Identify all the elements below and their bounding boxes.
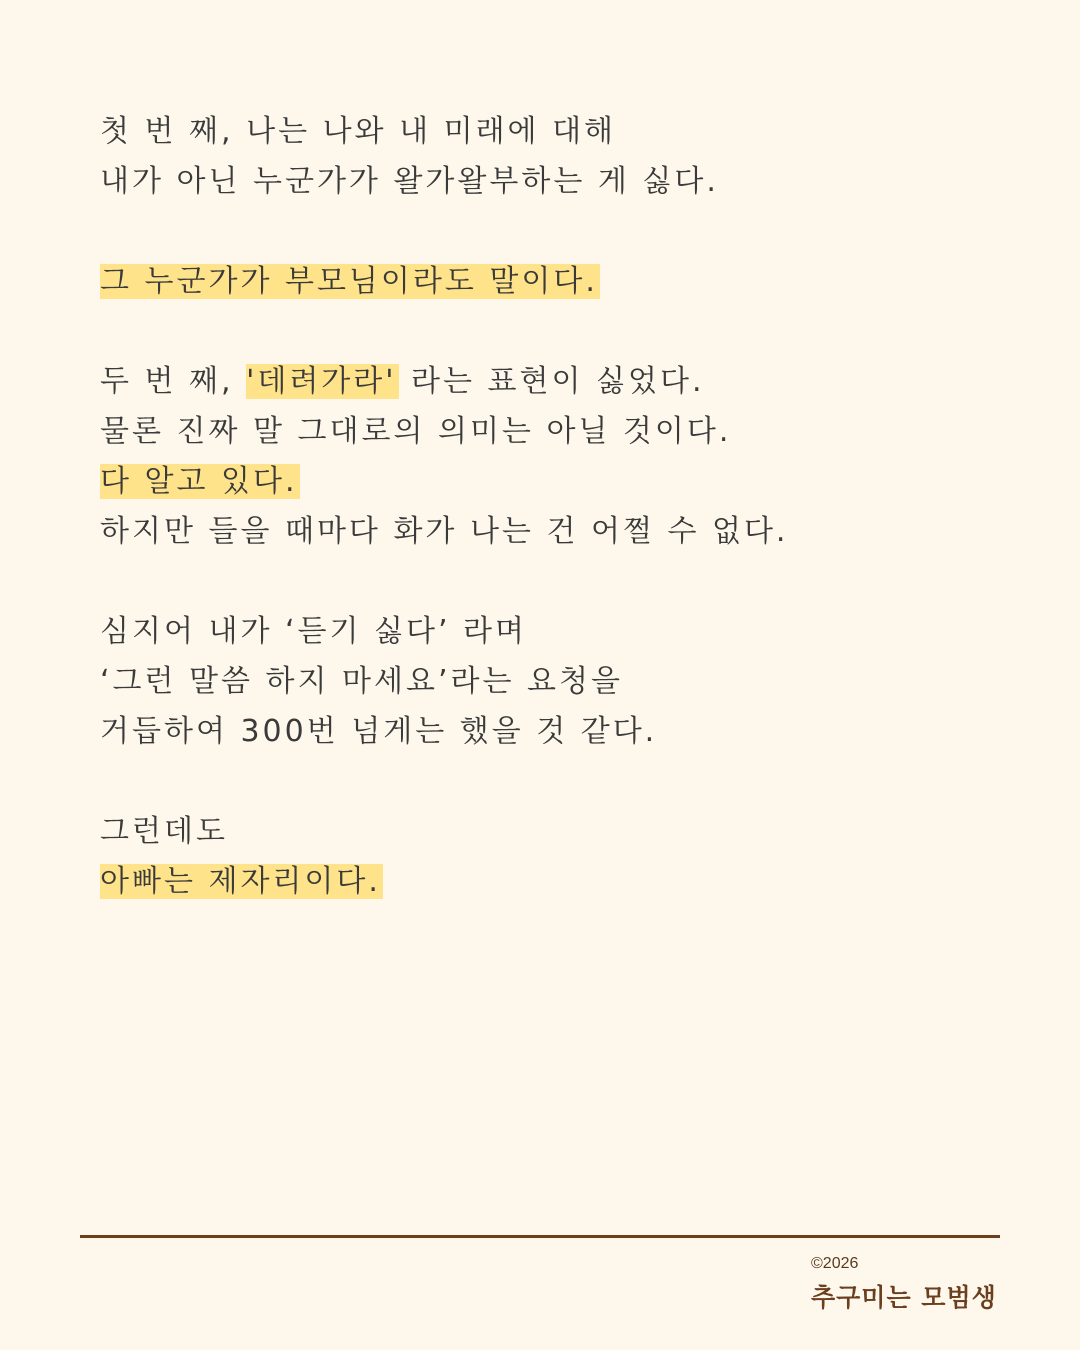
paragraph-gap <box>100 207 1000 257</box>
text-line: 거듭하여 300번 넘게는 했을 것 같다. <box>100 714 658 749</box>
text-line: 첫 번 째, 나는 나와 내 미래에 대해 <box>100 114 617 149</box>
text-line <box>100 357 1000 407</box>
text-line: 물론 진짜 말 그대로의 의미는 아닐 것이다. <box>100 414 732 449</box>
text-line: 하지만 들을 때마다 화가 나는 건 어쩔 수 없다. <box>100 514 789 549</box>
text-segment: 라는 표현이 싫었다. <box>398 364 705 399</box>
essay-body <box>100 107 1000 907</box>
text-line: ‘그런 말씀 하지 마세요’라는 요청을 <box>100 664 623 699</box>
highlighted-text: 그 누군가가 부모님이라도 말이다. <box>100 264 598 299</box>
text-line <box>100 457 1000 507</box>
text-line: 내가 아닌 누군가가 왈가왈부하는 게 싫다. <box>100 164 719 199</box>
copyright-text: ©2026 <box>811 1255 859 1272</box>
highlighted-text: 아빠는 제자리이다. <box>100 864 381 899</box>
text-line <box>100 857 1000 907</box>
paragraph-gap <box>100 307 1000 357</box>
footer-divider <box>80 1235 1000 1238</box>
text-line <box>100 257 1000 307</box>
highlighted-text: 다 알고 있다. <box>100 464 298 499</box>
highlighted-quote: '데려가라' <box>246 364 397 399</box>
text-line: 심지어 내가 ‘듣기 싫다’ 라며 <box>100 614 527 649</box>
text-line: 그런데도 <box>100 814 228 849</box>
text-segment: 두 번 째, <box>100 364 247 399</box>
paragraph-gap <box>100 757 1000 807</box>
brand-name: 추구미는 모범생 <box>811 1283 997 1312</box>
paragraph-gap <box>100 557 1000 607</box>
